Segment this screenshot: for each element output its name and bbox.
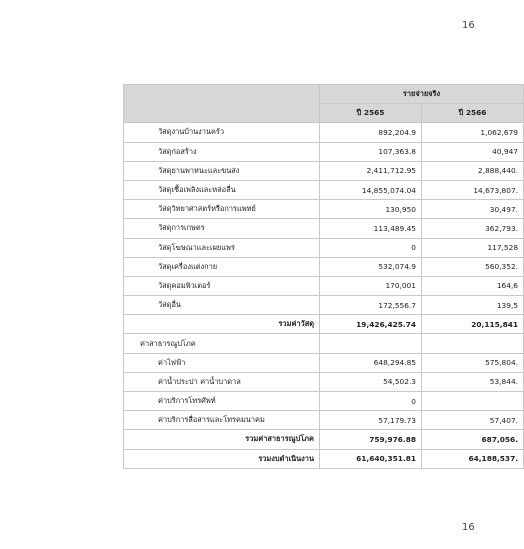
- row-label: วัสดุอื่น: [124, 296, 320, 315]
- header-year-2565: ปี 2565: [320, 104, 422, 123]
- table-row: [124, 353, 524, 372]
- table-row: [124, 372, 524, 391]
- table-row: [124, 411, 524, 430]
- value-2566: 575,804.: [422, 353, 524, 372]
- value-2566: 560,352.: [422, 257, 524, 276]
- value-2565: 892,204.9: [320, 123, 422, 142]
- table-row: [124, 161, 524, 180]
- value-2566: 362,793.: [422, 219, 524, 238]
- value-2565: 19,426,425.74: [320, 315, 422, 334]
- value-2565: 57,179.73: [320, 411, 422, 430]
- value-2566: [422, 392, 524, 411]
- table-row: [124, 142, 524, 161]
- value-2565: 0: [320, 392, 422, 411]
- value-2565: 107,363.8: [320, 142, 422, 161]
- page-number-top: 16: [462, 20, 475, 31]
- value-2565: 170,001: [320, 276, 422, 295]
- value-2566: 14,673,807.: [422, 180, 524, 199]
- row-label: รวมงบดำเนินงาน: [124, 449, 320, 468]
- table-row: [124, 257, 524, 276]
- value-2566: 117,528: [422, 238, 524, 257]
- header-year-2566: ปี 2566: [422, 104, 524, 123]
- row-label: วัสดุโฆษณาและเผยแพร่: [124, 238, 320, 257]
- section-heading: ค่าสาธารณูปโภค: [124, 334, 320, 353]
- value-2565: 648,294.85: [320, 353, 422, 372]
- utilities-section-row: [124, 334, 524, 353]
- row-label: วัสดุเชื้อเพลิงและหล่อลื่น: [124, 180, 320, 199]
- value-2565: 0: [320, 238, 422, 257]
- row-label: วัสดุวิทยาศาสตร์หรือการแพทย์: [124, 200, 320, 219]
- value-2565: 130,950: [320, 200, 422, 219]
- value-2566: 30,497.: [422, 200, 524, 219]
- header-actual-expense: รายจ่ายจริง: [320, 85, 524, 104]
- table-row: [124, 219, 524, 238]
- value-2566: 64,188,537.: [422, 449, 524, 468]
- value-2566: 687,056.: [422, 430, 524, 449]
- row-label: ค่าบริการสื่อสารและโทรคมนาคม: [124, 411, 320, 430]
- table-row: [124, 238, 524, 257]
- page-number-bottom: 16: [462, 522, 475, 533]
- header-row-1: [124, 85, 524, 104]
- value-2566: 57,407.: [422, 411, 524, 430]
- table-row: [124, 123, 524, 142]
- materials-total-row: [124, 315, 524, 334]
- empty-cell: [422, 334, 524, 353]
- value-2566: 164,6: [422, 276, 524, 295]
- row-label: วัสดุยานพาหนะและขนส่ง: [124, 161, 320, 180]
- value-2566: 139,5: [422, 296, 524, 315]
- row-label: ค่าน้ำประปา ค่าน้ำบาดาล: [124, 372, 320, 391]
- table-row: [124, 296, 524, 315]
- row-label: ค่าบริการโทรศัพท์: [124, 392, 320, 411]
- row-label: วัสดุการเกษตร: [124, 219, 320, 238]
- value-2566: 1,062,679: [422, 123, 524, 142]
- budget-table: [123, 84, 524, 469]
- table-row: [124, 200, 524, 219]
- value-2565: 172,556.7: [320, 296, 422, 315]
- value-2566: 53,844.: [422, 372, 524, 391]
- value-2565: 759,976.88: [320, 430, 422, 449]
- value-2565: 61,640,351.81: [320, 449, 422, 468]
- value-2566: 40,947: [422, 142, 524, 161]
- row-label: วัสดุเครื่องแต่งกาย: [124, 257, 320, 276]
- row-label: วัสดุคอมพิวเตอร์: [124, 276, 320, 295]
- value-2566: 20,115,841: [422, 315, 524, 334]
- value-2566: 2,888,440.: [422, 161, 524, 180]
- value-2565: 54,502.3: [320, 372, 422, 391]
- value-2565: 2,411,712.95: [320, 161, 422, 180]
- utilities-total-row: [124, 430, 524, 449]
- row-label: รวมค่าวัสดุ: [124, 315, 320, 334]
- table-row: [124, 180, 524, 199]
- value-2565: 14,855,074.04: [320, 180, 422, 199]
- value-2565: 113,489.45: [320, 219, 422, 238]
- header-blank-cell: [124, 85, 320, 123]
- row-label: รวมค่าสาธารณูปโภค: [124, 430, 320, 449]
- row-label: วัสดุงานบ้านงานครัว: [124, 123, 320, 142]
- table-row: [124, 392, 524, 411]
- row-label: ค่าไฟฟ้า: [124, 353, 320, 372]
- row-label: วัสดุก่อสร้าง: [124, 142, 320, 161]
- operating-total-row: [124, 449, 524, 468]
- table-row: [124, 276, 524, 295]
- empty-cell: [320, 334, 422, 353]
- value-2565: 532,074.9: [320, 257, 422, 276]
